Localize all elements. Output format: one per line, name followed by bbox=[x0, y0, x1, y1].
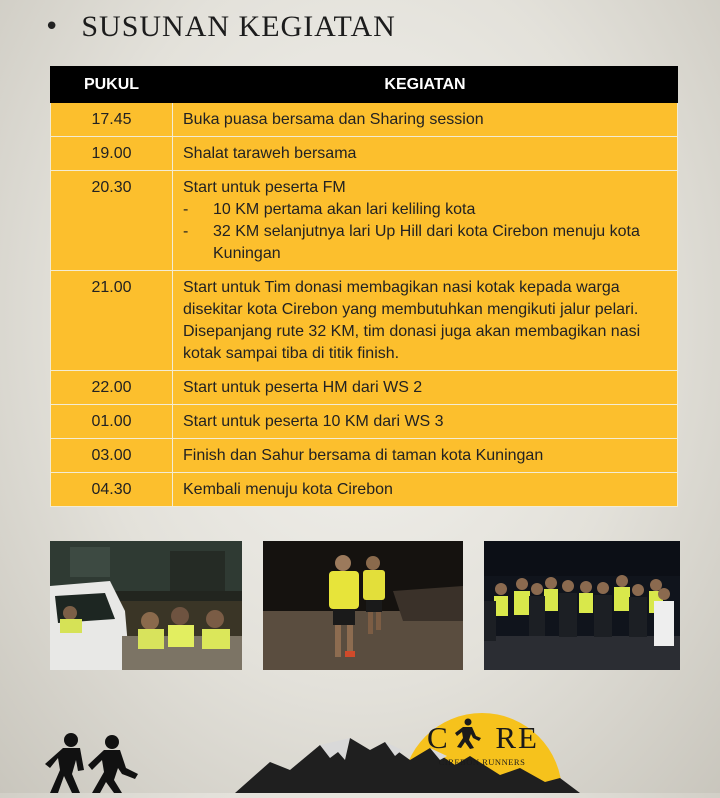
logo-tagline: CIREBON RUNNERS bbox=[438, 757, 526, 767]
time-cell: 17.45 bbox=[51, 103, 173, 137]
logo-letters-re: RE bbox=[495, 720, 539, 755]
activity-text: Start untuk peserta HM dari WS 2 bbox=[183, 379, 423, 396]
activity-cell bbox=[173, 405, 678, 439]
activity-text: Disepanjang rute 32 KM, tim donasi juga akan membagikan nasi kotak sampai tiba di titik finish. bbox=[183, 323, 641, 362]
activity-sub-item bbox=[183, 199, 667, 221]
footer-graphic bbox=[0, 690, 720, 793]
activity-text: Start untuk peserta 10 KM dari WS 3 bbox=[183, 413, 444, 430]
time-cell: 04.30 bbox=[51, 473, 173, 507]
footer-graphic-image bbox=[0, 690, 720, 793]
table-row bbox=[51, 405, 678, 439]
photo-donation-car bbox=[50, 541, 242, 670]
activity-text: Start untuk Tim donasi membagikan nasi kotak kepada warga disekitar kota Cirebon yang membutuhkan mengikuti jalur pelari. bbox=[183, 279, 639, 318]
bullet-icon: • bbox=[44, 12, 60, 42]
activity-cell bbox=[173, 371, 678, 405]
time-cell: 03.00 bbox=[51, 439, 173, 473]
activity-sub-item bbox=[183, 221, 667, 265]
column-header-activity: KEGIATAN bbox=[173, 67, 678, 103]
table-row bbox=[51, 371, 678, 405]
title-row bbox=[44, 10, 396, 44]
runner-silhouette-icon bbox=[45, 733, 138, 793]
table-row bbox=[51, 103, 678, 137]
time-cell: 22.00 bbox=[51, 371, 173, 405]
activity-cell bbox=[173, 137, 678, 171]
schedule-body bbox=[51, 103, 678, 507]
table-row bbox=[51, 137, 678, 171]
time-cell: 20.30 bbox=[51, 171, 173, 271]
sub-item-text: 10 KM pertama akan lari keliling kota bbox=[213, 201, 476, 218]
schedule-table bbox=[50, 66, 678, 507]
activity-text: Shalat taraweh bersama bbox=[183, 145, 357, 162]
column-header-time: PUKUL bbox=[51, 67, 173, 103]
activity-text: Buka puasa bersama dan Sharing session bbox=[183, 111, 484, 128]
activity-text: Kembali menuju kota Cirebon bbox=[183, 481, 393, 498]
photo-runner-group-image bbox=[484, 541, 680, 670]
dash-marker: - bbox=[183, 201, 189, 218]
logo-letter-c: C bbox=[427, 720, 450, 755]
photo-night-runners-image bbox=[263, 541, 463, 670]
activity-cell bbox=[173, 103, 678, 137]
table-row bbox=[51, 171, 678, 271]
time-cell: 21.00 bbox=[51, 271, 173, 371]
table-row bbox=[51, 271, 678, 371]
activity-cell bbox=[173, 171, 678, 271]
activity-text: Start untuk peserta FM bbox=[183, 179, 346, 196]
table-row bbox=[51, 473, 678, 507]
activity-text: Finish dan Sahur bersama di taman kota Kuningan bbox=[183, 447, 544, 464]
photo-runner-group bbox=[484, 541, 680, 670]
activity-cell bbox=[173, 439, 678, 473]
time-cell: 19.00 bbox=[51, 137, 173, 171]
sub-item-text: 32 KM selanjutnya lari Up Hill dari kota Cirebon menuju kota Kuningan bbox=[213, 223, 640, 262]
page-title: SUSUNAN KEGIATAN bbox=[81, 10, 396, 43]
dash-marker: - bbox=[183, 223, 189, 240]
photo-night-runners bbox=[263, 541, 463, 670]
activity-cell bbox=[173, 473, 678, 507]
table-row bbox=[51, 439, 678, 473]
activity-cell bbox=[173, 271, 678, 371]
logo-wordmark bbox=[427, 720, 539, 756]
table-header-row bbox=[51, 67, 678, 103]
photo-donation-car-image bbox=[50, 541, 242, 670]
time-cell: 01.00 bbox=[51, 405, 173, 439]
